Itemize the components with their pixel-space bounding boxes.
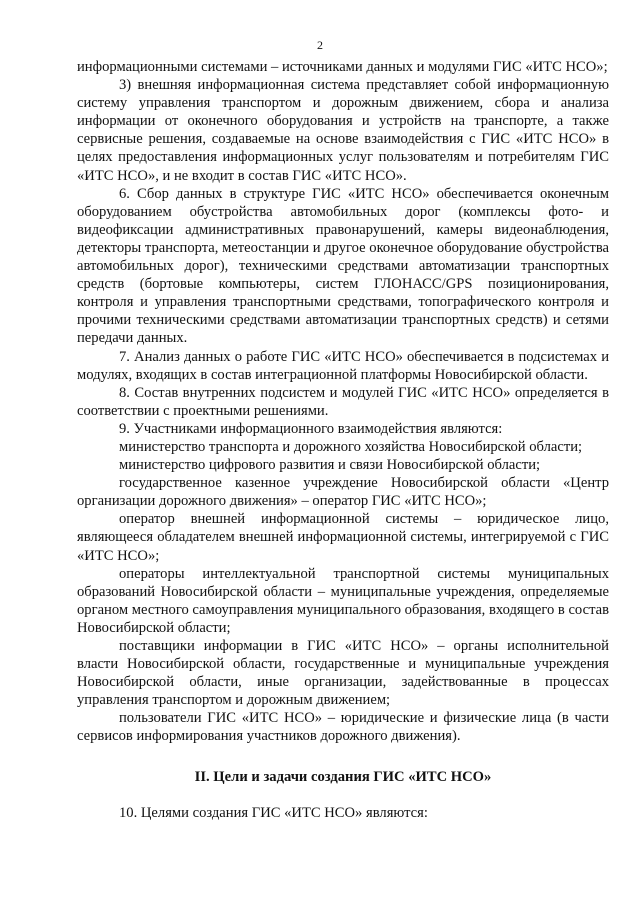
paragraph: 8. Состав внутренних подсистем и модулей ГИС «ИТС НСО» определяется в соответствии с проектными решениями. xyxy=(77,384,609,419)
list-item: операторы интеллектуальной транспортной системы муниципальных образований Новосибирской области – муниципальные учреждения, определяемые органом местного самоуправления муниципального образования, входящего в состав Новосибирской области; xyxy=(77,565,609,636)
paragraph: информационными системами – источниками данных и модулями ГИС «ИТС НСО»; xyxy=(77,59,608,75)
page-number: 2 xyxy=(317,38,323,52)
list-item: поставщики информации в ГИС «ИТС НСО» – органы исполнительной власти Новосибирской области, государственные и муниципальные учреждения Новосибирской области, иные организации, задействованные в процессах управления транспортом и дорожным движением; xyxy=(77,638,609,709)
section-heading: II. Цели и задачи создания ГИС «ИТС НСО» xyxy=(194,768,492,785)
paragraph: 3) внешняя информационная система представляет собой информационную систему управления транспортом и дорожным движением, сбора и анализа информации от оконечного оборудования и устройств на транспорте, а также сервисные решения, создаваемые на основе взаимодействия с ГИС «ИТС НСО» в целях предоставления информационных услуг пользователям и потребителям ГИС «ИТС НСО», и не входит в состав ГИС «ИТС НСО». xyxy=(77,77,609,184)
paragraph: 9. Участниками информационного взаимодействия являются: xyxy=(119,420,503,437)
document-body xyxy=(77,58,609,822)
list-item: министерство цифрового развития и связи Новосибирской области; xyxy=(119,457,541,474)
list-item: министерство транспорта и дорожного хозяйства Новосибирской области; xyxy=(119,438,583,455)
paragraph: 6. Сбор данных в структуре ГИС «ИТС НСО» обеспечивается оконечным оборудованием обустройства автомобильных дорог (комплексы фото- и видеофиксации административных правонарушений, камеры видеонаблюдения, детекторы транспорта, метеостанции и другое оконечное оборудование обустройства автомобильных дорог), техническими средствами автоматизации транспортных средств (бортовые компьютеры, систем ГЛОНАСС/GPS позиционирования, контроля и управления транспортными средствами, топографического контроля и прочими техническими средствами автоматизации транспортных средств) и сетями передачи данных. xyxy=(77,185,609,347)
list-item: оператор внешней информационной системы – юридическое лицо, являющееся обладателем внешней информационной системы, интегрируемой с ГИС «ИТС НСО»; xyxy=(77,511,609,564)
list-item: пользователи ГИС «ИТС НСО» – юридические и физические лица (в части сервисов информирования участников дорожного движения). xyxy=(77,710,609,745)
paragraph: 7. Анализ данных о работе ГИС «ИТС НСО» обеспечивается в подсистемах и модулях, входящих в состав интеграционной платформы Новосибирской области. xyxy=(77,348,609,383)
list-item: государственное казенное учреждение Новосибирской области «Центр организации дорожного движения» – оператор ГИС «ИТС НСО»; xyxy=(77,475,609,510)
paragraph: 10. Целями создания ГИС «ИТС НСО» являются: xyxy=(119,804,428,821)
